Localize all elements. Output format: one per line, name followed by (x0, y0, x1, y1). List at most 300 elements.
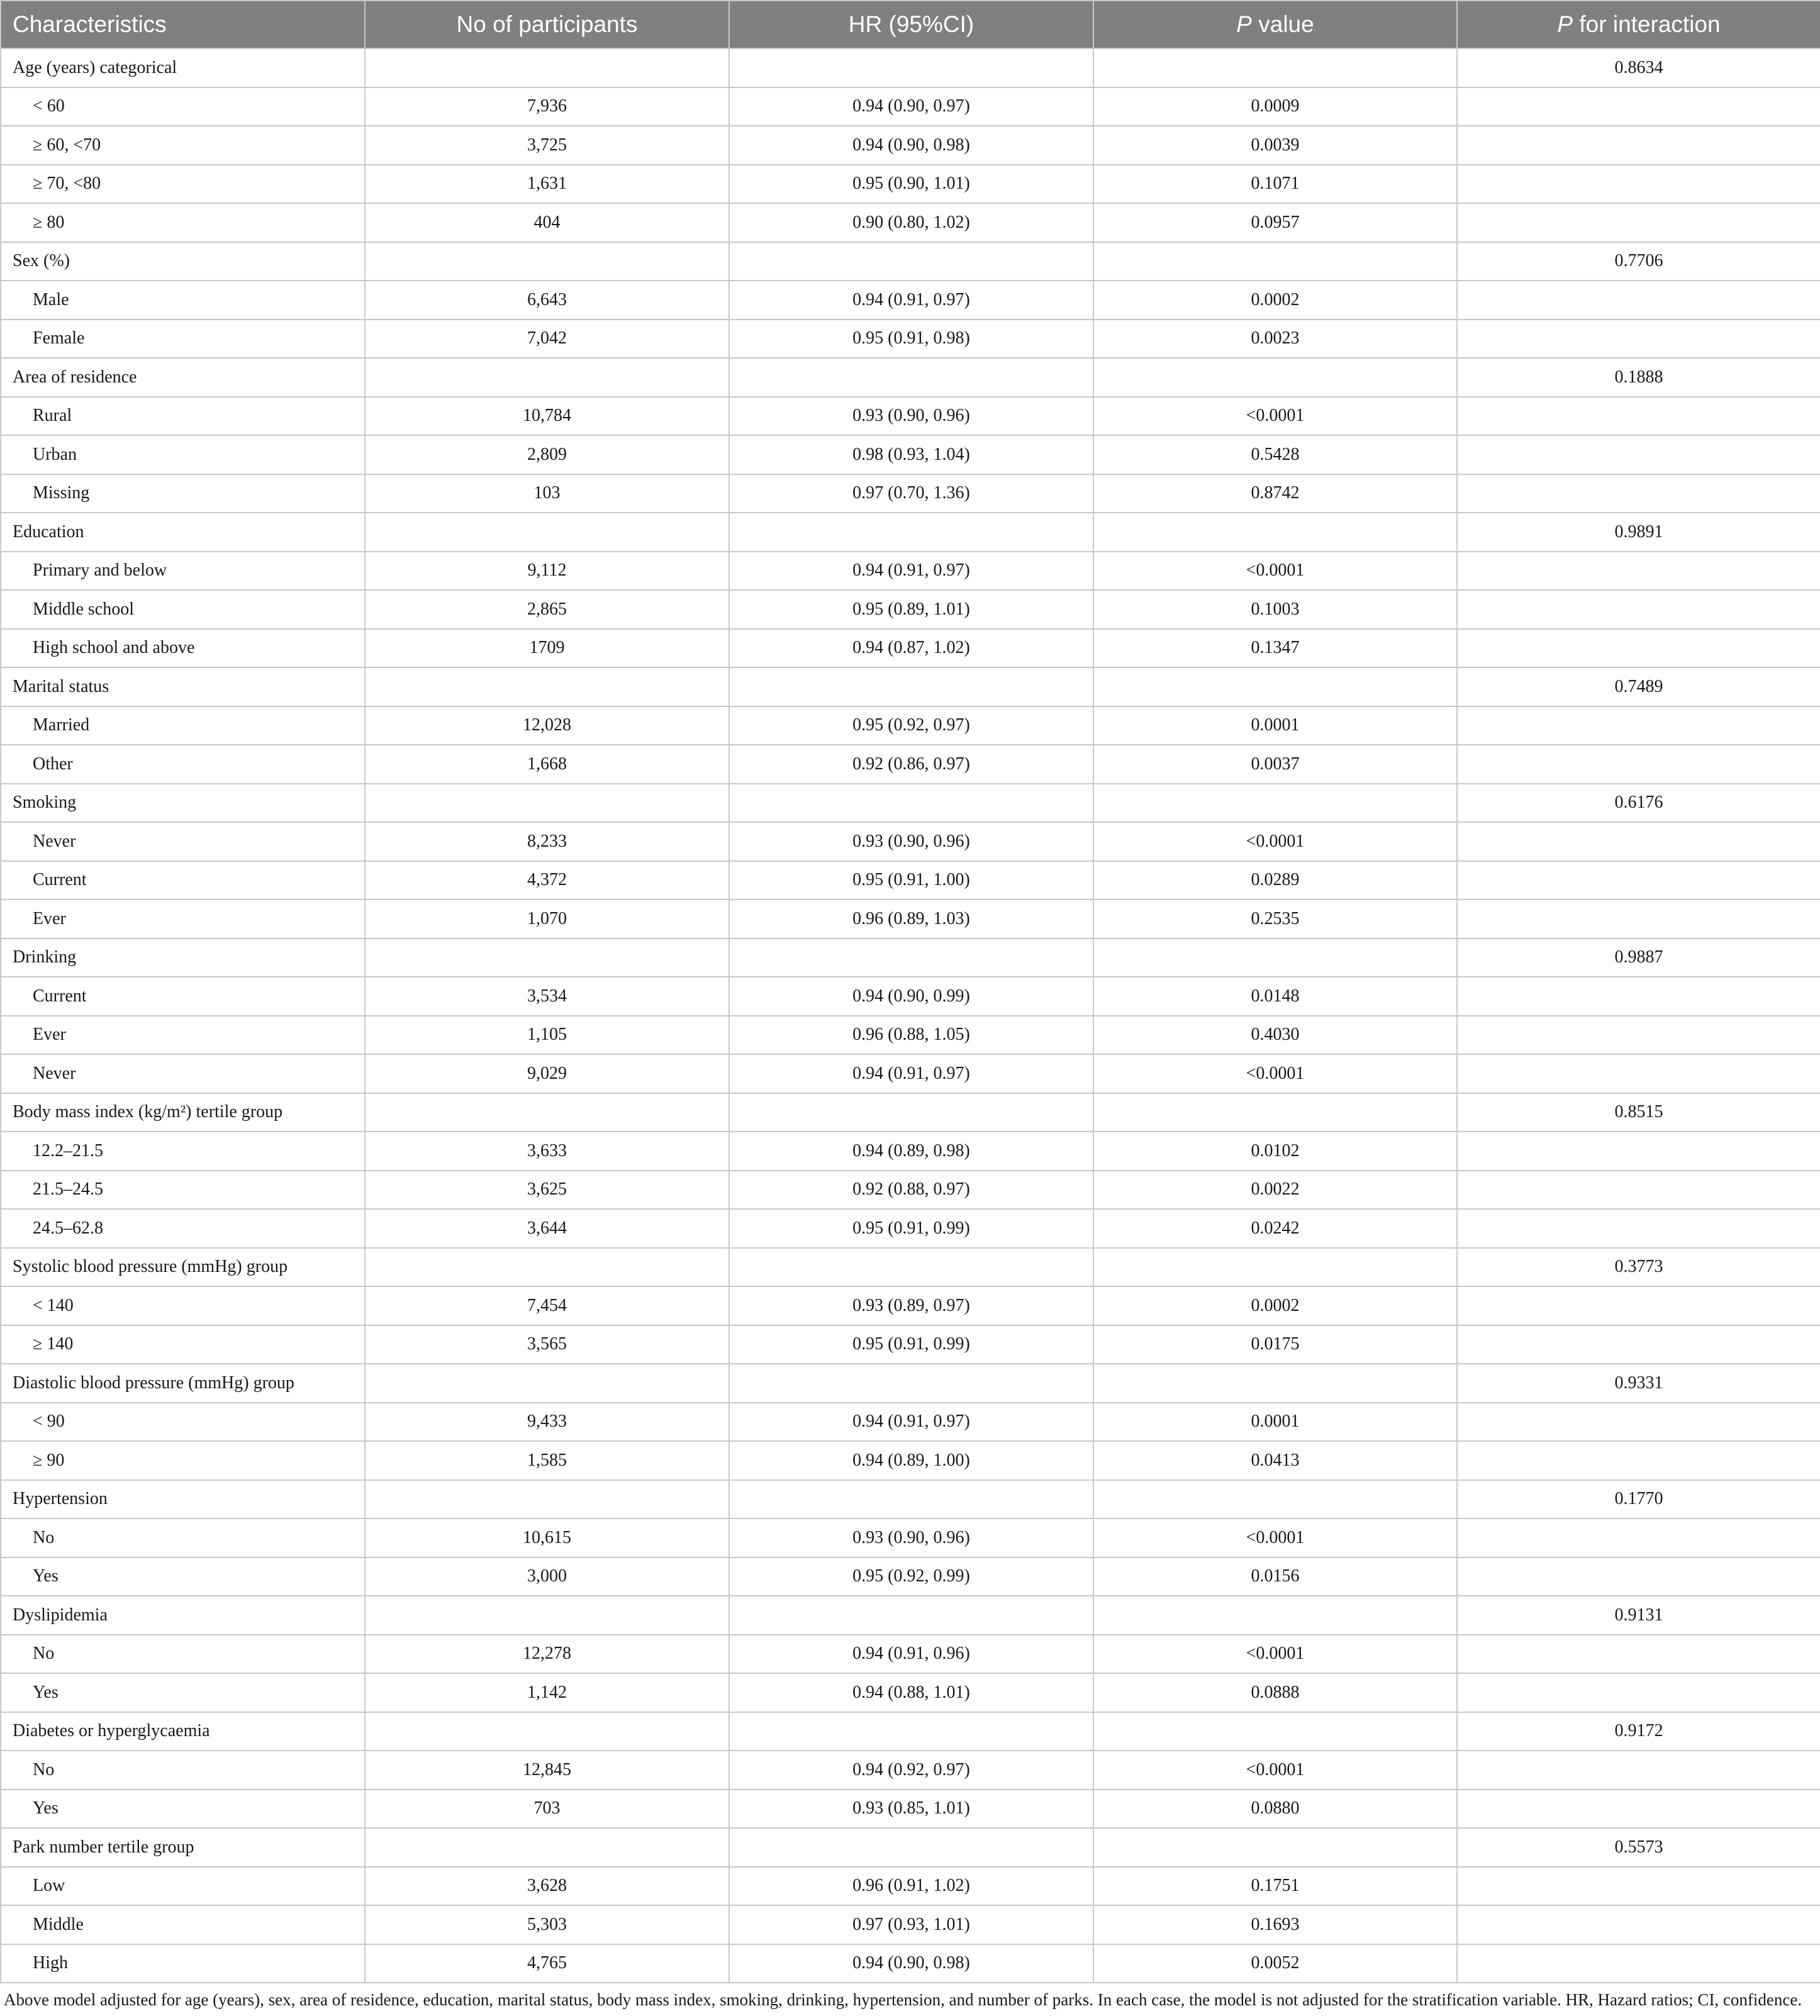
header-p-interaction-text: for interaction (1573, 11, 1721, 37)
table-row (1, 281, 1820, 320)
cell-participants: 9,029 (365, 1054, 729, 1093)
cell-p-interaction (1457, 899, 1820, 938)
cell-p-interaction: 0.9891 (1457, 513, 1820, 552)
cell-characteristic: Smoking (1, 784, 365, 823)
cell-hr: 0.95 (0.91, 1.00) (729, 861, 1093, 900)
cell-participants: 7,936 (365, 87, 729, 126)
header-p-value-italic: P (1236, 11, 1252, 37)
cell-hr: 0.95 (0.91, 0.99) (729, 1209, 1093, 1248)
group-row (1, 938, 1820, 977)
header-participants: No of participants (365, 1, 729, 48)
cell-hr: 0.93 (0.90, 0.96) (729, 397, 1093, 436)
cell-p-interaction (1457, 1635, 1820, 1674)
table-header (1, 1, 1820, 48)
cell-participants: 3,000 (365, 1557, 729, 1596)
cell-p-value (1093, 1093, 1457, 1132)
table-row (1, 1905, 1820, 1944)
cell-hr: 0.94 (0.91, 0.96) (729, 1635, 1093, 1674)
cell-p-value: 0.1751 (1093, 1867, 1457, 1906)
cell-participants: 5,303 (365, 1905, 729, 1944)
table-row (1, 87, 1820, 126)
cell-p-value: 0.0888 (1093, 1673, 1457, 1712)
cell-p-value: 0.1347 (1093, 629, 1457, 668)
cell-p-value: 0.0001 (1093, 706, 1457, 745)
group-row (1, 1248, 1820, 1287)
cell-p-interaction (1457, 1016, 1820, 1055)
cell-characteristic: Ever (1, 899, 365, 938)
cell-characteristic: < 90 (1, 1403, 365, 1442)
cell-p-interaction (1457, 203, 1820, 242)
cell-participants (365, 1248, 729, 1287)
cell-p-interaction (1457, 1325, 1820, 1364)
group-row (1, 358, 1820, 397)
group-row (1, 667, 1820, 706)
cell-participants (365, 513, 729, 552)
cell-p-interaction (1457, 1054, 1820, 1093)
group-row (1, 513, 1820, 552)
cell-p-interaction: 0.8634 (1457, 48, 1820, 87)
cell-characteristic: Female (1, 320, 365, 359)
cell-p-value: 0.0002 (1093, 1286, 1457, 1325)
cell-hr: 0.94 (0.90, 0.99) (729, 977, 1093, 1016)
cell-p-interaction (1457, 1944, 1820, 1983)
cell-p-interaction (1457, 1518, 1820, 1557)
cell-hr: 0.90 (0.80, 1.02) (729, 203, 1093, 242)
cell-characteristic: Dyslipidemia (1, 1596, 365, 1635)
cell-characteristic: Low (1, 1867, 365, 1906)
cell-characteristic: Sex (%) (1, 242, 365, 281)
cell-characteristic: High (1, 1944, 365, 1983)
cell-hr: 0.95 (0.91, 0.98) (729, 320, 1093, 359)
cell-p-interaction (1457, 1905, 1820, 1944)
cell-characteristic: < 60 (1, 87, 365, 126)
cell-characteristic: Male (1, 281, 365, 320)
table-row (1, 435, 1820, 474)
table-row (1, 1441, 1820, 1480)
cell-participants: 1,668 (365, 745, 729, 784)
cell-p-value: <0.0001 (1093, 1054, 1457, 1093)
cell-p-value (1093, 667, 1457, 706)
cell-hr (729, 48, 1093, 87)
cell-characteristic: Age (years) categorical (1, 48, 365, 87)
cell-characteristic: ≥ 70, <80 (1, 165, 365, 204)
cell-participants: 1709 (365, 629, 729, 668)
table-row (1, 552, 1820, 591)
cell-characteristic: Yes (1, 1673, 365, 1712)
header-p-interaction (1457, 1, 1820, 48)
cell-hr (729, 784, 1093, 823)
cell-characteristic: Primary and below (1, 552, 365, 591)
cell-p-value: 0.0001 (1093, 1403, 1457, 1442)
cell-hr: 0.96 (0.88, 1.05) (729, 1016, 1093, 1055)
cell-participants (365, 48, 729, 87)
cell-p-interaction: 0.6176 (1457, 784, 1820, 823)
cell-p-value (1093, 1596, 1457, 1635)
cell-p-interaction (1457, 1790, 1820, 1829)
cell-characteristic: Body mass index (kg/m²) tertile group (1, 1093, 365, 1132)
table-row (1, 1325, 1820, 1364)
cell-characteristic: ≥ 60, <70 (1, 126, 365, 165)
group-row (1, 48, 1820, 87)
cell-hr: 0.95 (0.90, 1.01) (729, 165, 1093, 204)
cell-p-value: <0.0001 (1093, 1635, 1457, 1674)
cell-p-value: 0.0052 (1093, 1944, 1457, 1983)
header-p-value-text: value (1251, 11, 1314, 37)
cell-characteristic: Never (1, 822, 365, 861)
table-row (1, 1209, 1820, 1248)
cell-p-value: 0.0880 (1093, 1790, 1457, 1829)
table-row (1, 1673, 1820, 1712)
table-row (1, 474, 1820, 513)
cell-participants (365, 667, 729, 706)
cell-participants (365, 1828, 729, 1867)
cell-hr: 0.95 (0.92, 0.99) (729, 1557, 1093, 1596)
cell-participants: 3,633 (365, 1132, 729, 1171)
cell-characteristic: < 140 (1, 1286, 365, 1325)
cell-p-value: 0.0413 (1093, 1441, 1457, 1480)
cell-participants: 12,278 (365, 1635, 729, 1674)
cell-participants: 1,142 (365, 1673, 729, 1712)
cell-p-interaction (1457, 1403, 1820, 1442)
cell-characteristic: 12.2–21.5 (1, 1132, 365, 1171)
cell-p-interaction: 0.9172 (1457, 1712, 1820, 1751)
table-row (1, 1790, 1820, 1829)
cell-p-value (1093, 1828, 1457, 1867)
cell-hr: 0.94 (0.87, 1.02) (729, 629, 1093, 668)
group-row (1, 784, 1820, 823)
cell-p-value: 0.0289 (1093, 861, 1457, 900)
cell-participants: 1,070 (365, 899, 729, 938)
cell-hr (729, 938, 1093, 977)
cell-p-value (1093, 1248, 1457, 1287)
cell-characteristic: Missing (1, 474, 365, 513)
cell-participants: 3,565 (365, 1325, 729, 1364)
cell-p-interaction (1457, 590, 1820, 629)
table-row (1, 165, 1820, 204)
cell-p-value (1093, 1364, 1457, 1403)
table-row (1, 745, 1820, 784)
table-body (1, 48, 1820, 1983)
cell-p-interaction: 0.9131 (1457, 1596, 1820, 1635)
header-p-value (1093, 1, 1457, 48)
cell-participants (365, 1364, 729, 1403)
cell-p-value (1093, 242, 1457, 281)
cell-hr (729, 667, 1093, 706)
cell-hr: 0.92 (0.88, 0.97) (729, 1171, 1093, 1210)
cell-p-interaction (1457, 165, 1820, 204)
cell-characteristic: Education (1, 513, 365, 552)
cell-characteristic: Diastolic blood pressure (mmHg) group (1, 1364, 365, 1403)
cell-p-value (1093, 1480, 1457, 1519)
cell-participants (365, 938, 729, 977)
cell-characteristic: Middle (1, 1905, 365, 1944)
table-row (1, 1171, 1820, 1210)
cell-p-value: <0.0001 (1093, 822, 1457, 861)
cell-participants: 1,105 (365, 1016, 729, 1055)
cell-p-interaction (1457, 1209, 1820, 1248)
cell-characteristic: Other (1, 745, 365, 784)
cell-hr (729, 1596, 1093, 1635)
cell-hr (729, 513, 1093, 552)
cell-characteristic: ≥ 140 (1, 1325, 365, 1364)
table-row (1, 629, 1820, 668)
cell-hr (729, 1248, 1093, 1287)
cell-p-value: 0.1693 (1093, 1905, 1457, 1944)
cell-participants (365, 242, 729, 281)
table-row (1, 1635, 1820, 1674)
cell-characteristic: Systolic blood pressure (mmHg) group (1, 1248, 365, 1287)
cell-hr: 0.93 (0.90, 0.96) (729, 822, 1093, 861)
cell-p-value: <0.0001 (1093, 397, 1457, 436)
cell-p-value: 0.0002 (1093, 281, 1457, 320)
cell-characteristic: Hypertension (1, 1480, 365, 1519)
cell-participants (365, 1712, 729, 1751)
cell-p-interaction: 0.7706 (1457, 242, 1820, 281)
cell-characteristic: No (1, 1635, 365, 1674)
cell-p-interaction (1457, 861, 1820, 900)
cell-hr (729, 1480, 1093, 1519)
cell-p-interaction (1457, 1673, 1820, 1712)
cell-hr: 0.94 (0.91, 0.97) (729, 1403, 1093, 1442)
cell-participants: 4,372 (365, 861, 729, 900)
cell-participants: 2,865 (365, 590, 729, 629)
cell-p-value: 0.0957 (1093, 203, 1457, 242)
cell-participants: 2,809 (365, 435, 729, 474)
cell-p-interaction (1457, 474, 1820, 513)
cell-characteristic: Urban (1, 435, 365, 474)
cell-hr: 0.93 (0.90, 0.96) (729, 1518, 1093, 1557)
cell-hr: 0.93 (0.89, 0.97) (729, 1286, 1093, 1325)
cell-p-interaction: 0.1770 (1457, 1480, 1820, 1519)
cell-hr: 0.94 (0.91, 0.97) (729, 1054, 1093, 1093)
cell-characteristic: Rural (1, 397, 365, 436)
cell-characteristic: 24.5–62.8 (1, 1209, 365, 1248)
cell-p-interaction (1457, 87, 1820, 126)
cell-p-interaction (1457, 745, 1820, 784)
cell-p-interaction: 0.9887 (1457, 938, 1820, 977)
cell-p-interaction: 0.8515 (1457, 1093, 1820, 1132)
table-row (1, 397, 1820, 436)
table-row (1, 899, 1820, 938)
cell-participants: 10,784 (365, 397, 729, 436)
cell-participants: 103 (365, 474, 729, 513)
cell-participants: 3,628 (365, 1867, 729, 1906)
cell-characteristic: Marital status (1, 667, 365, 706)
cell-hr (729, 1828, 1093, 1867)
cell-p-value: 0.0039 (1093, 126, 1457, 165)
cell-hr (729, 1712, 1093, 1751)
cell-hr: 0.96 (0.89, 1.03) (729, 899, 1093, 938)
cell-hr (729, 358, 1093, 397)
cell-characteristic: No (1, 1751, 365, 1790)
cell-participants: 9,433 (365, 1403, 729, 1442)
cell-p-value: 0.1003 (1093, 590, 1457, 629)
cell-participants: 6,643 (365, 281, 729, 320)
cell-hr: 0.95 (0.89, 1.01) (729, 590, 1093, 629)
cell-p-value (1093, 784, 1457, 823)
cell-p-value: 0.4030 (1093, 1016, 1457, 1055)
cell-hr: 0.94 (0.90, 0.97) (729, 87, 1093, 126)
cell-participants (365, 1596, 729, 1635)
cell-characteristic: Area of residence (1, 358, 365, 397)
table-row (1, 1944, 1820, 1983)
table-row (1, 1054, 1820, 1093)
cell-p-value: 0.0009 (1093, 87, 1457, 126)
cell-p-value: 0.5428 (1093, 435, 1457, 474)
cell-characteristic: Yes (1, 1557, 365, 1596)
cell-p-interaction (1457, 977, 1820, 1016)
cell-characteristic: ≥ 80 (1, 203, 365, 242)
cell-hr: 0.97 (0.93, 1.01) (729, 1905, 1093, 1944)
cell-participants: 1,585 (365, 1441, 729, 1480)
cell-characteristic: Yes (1, 1790, 365, 1829)
cell-p-interaction (1457, 126, 1820, 165)
cell-p-interaction (1457, 552, 1820, 591)
group-row (1, 1480, 1820, 1519)
table-row (1, 320, 1820, 359)
cell-hr (729, 242, 1093, 281)
group-row (1, 1093, 1820, 1132)
cell-p-interaction (1457, 1132, 1820, 1171)
table-row (1, 1403, 1820, 1442)
cell-participants: 10,615 (365, 1518, 729, 1557)
cell-hr (729, 1093, 1093, 1132)
cell-hr: 0.94 (0.88, 1.01) (729, 1673, 1093, 1712)
cell-characteristic: Middle school (1, 590, 365, 629)
cell-participants: 3,534 (365, 977, 729, 1016)
cell-hr: 0.96 (0.91, 1.02) (729, 1867, 1093, 1906)
cell-p-value: <0.0001 (1093, 1751, 1457, 1790)
cell-characteristic: No (1, 1518, 365, 1557)
cell-p-interaction (1457, 1557, 1820, 1596)
cell-p-value: 0.0156 (1093, 1557, 1457, 1596)
cell-characteristic: 21.5–24.5 (1, 1171, 365, 1210)
cell-p-interaction: 0.1888 (1457, 358, 1820, 397)
cell-p-interaction (1457, 320, 1820, 359)
cell-p-interaction (1457, 629, 1820, 668)
cell-characteristic: Diabetes or hyperglycaemia (1, 1712, 365, 1751)
cell-characteristic: High school and above (1, 629, 365, 668)
header-p-interaction-italic: P (1557, 11, 1573, 37)
cell-participants: 7,454 (365, 1286, 729, 1325)
group-row (1, 1596, 1820, 1635)
cell-p-value (1093, 938, 1457, 977)
cell-characteristic: Married (1, 706, 365, 745)
cell-p-interaction (1457, 1867, 1820, 1906)
cell-p-interaction: 0.7489 (1457, 667, 1820, 706)
header-row (1, 1, 1820, 48)
cell-p-value: 0.2535 (1093, 899, 1457, 938)
cell-participants (365, 784, 729, 823)
cell-characteristic: Current (1, 977, 365, 1016)
cell-participants: 3,725 (365, 126, 729, 165)
cell-hr: 0.94 (0.90, 0.98) (729, 1944, 1093, 1983)
cell-p-value: <0.0001 (1093, 552, 1457, 591)
table-row (1, 590, 1820, 629)
cell-participants: 9,112 (365, 552, 729, 591)
cell-p-value (1093, 48, 1457, 87)
cell-p-interaction (1457, 706, 1820, 745)
cell-p-interaction: 0.5573 (1457, 1828, 1820, 1867)
cell-p-interaction (1457, 1751, 1820, 1790)
table-row (1, 822, 1820, 861)
cell-p-interaction (1457, 1286, 1820, 1325)
cell-characteristic: Current (1, 861, 365, 900)
cell-p-value: 0.0175 (1093, 1325, 1457, 1364)
cell-participants: 8,233 (365, 822, 729, 861)
cell-participants: 12,028 (365, 706, 729, 745)
cell-participants: 12,845 (365, 1751, 729, 1790)
group-row (1, 242, 1820, 281)
cell-hr: 0.94 (0.91, 0.97) (729, 552, 1093, 591)
table-row (1, 1557, 1820, 1596)
cell-p-interaction (1457, 281, 1820, 320)
cell-characteristic: Park number tertile group (1, 1828, 365, 1867)
cell-characteristic: Drinking (1, 938, 365, 977)
cell-participants: 1,631 (365, 165, 729, 204)
table-row (1, 706, 1820, 745)
cell-hr (729, 1364, 1093, 1403)
cell-p-value: 0.0023 (1093, 320, 1457, 359)
table-row (1, 1518, 1820, 1557)
cell-hr: 0.94 (0.92, 0.97) (729, 1751, 1093, 1790)
cell-characteristic: ≥ 90 (1, 1441, 365, 1480)
table-row (1, 126, 1820, 165)
table-row (1, 1867, 1820, 1906)
cell-p-interaction (1457, 822, 1820, 861)
cell-hr: 0.92 (0.86, 0.97) (729, 745, 1093, 784)
table-row (1, 977, 1820, 1016)
table-row (1, 861, 1820, 900)
cell-characteristic: Ever (1, 1016, 365, 1055)
cell-p-interaction (1457, 1171, 1820, 1210)
cell-p-value: 0.0102 (1093, 1132, 1457, 1171)
cell-hr: 0.94 (0.89, 1.00) (729, 1441, 1093, 1480)
cell-hr: 0.95 (0.92, 0.97) (729, 706, 1093, 745)
cell-hr: 0.94 (0.90, 0.98) (729, 126, 1093, 165)
cell-participants (365, 358, 729, 397)
cell-p-value: 0.1071 (1093, 165, 1457, 204)
cell-p-value: 0.8742 (1093, 474, 1457, 513)
table-footnote: Above model adjusted for age (years), sex, area of residence, education, marital status, body mass index, smoking, drinking, hypertension, and number of parks. In each case, the model is not adjusted for the stratification variable. HR, Hazard ratios; CI, confidence. (4, 1990, 1802, 2009)
group-row (1, 1828, 1820, 1867)
cell-p-value: 0.0242 (1093, 1209, 1457, 1248)
cell-hr: 0.93 (0.85, 1.01) (729, 1790, 1093, 1829)
cell-hr: 0.95 (0.91, 0.99) (729, 1325, 1093, 1364)
cell-participants: 3,644 (365, 1209, 729, 1248)
table-row (1, 203, 1820, 242)
cell-p-interaction: 0.9331 (1457, 1364, 1820, 1403)
table-row (1, 1016, 1820, 1055)
cell-participants: 4,765 (365, 1944, 729, 1983)
table-row (1, 1286, 1820, 1325)
cell-hr: 0.97 (0.70, 1.36) (729, 474, 1093, 513)
header-characteristics: Characteristics (1, 1, 365, 48)
cell-hr: 0.98 (0.93, 1.04) (729, 435, 1093, 474)
cell-p-interaction (1457, 397, 1820, 436)
cell-hr: 0.94 (0.89, 0.98) (729, 1132, 1093, 1171)
group-row (1, 1712, 1820, 1751)
cell-participants: 703 (365, 1790, 729, 1829)
cell-p-value (1093, 1712, 1457, 1751)
cell-participants: 3,625 (365, 1171, 729, 1210)
cell-p-interaction (1457, 1441, 1820, 1480)
table-row (1, 1132, 1820, 1171)
table-row (1, 1751, 1820, 1790)
cell-p-value: 0.0022 (1093, 1171, 1457, 1210)
group-row (1, 1364, 1820, 1403)
cell-hr: 0.94 (0.91, 0.97) (729, 281, 1093, 320)
